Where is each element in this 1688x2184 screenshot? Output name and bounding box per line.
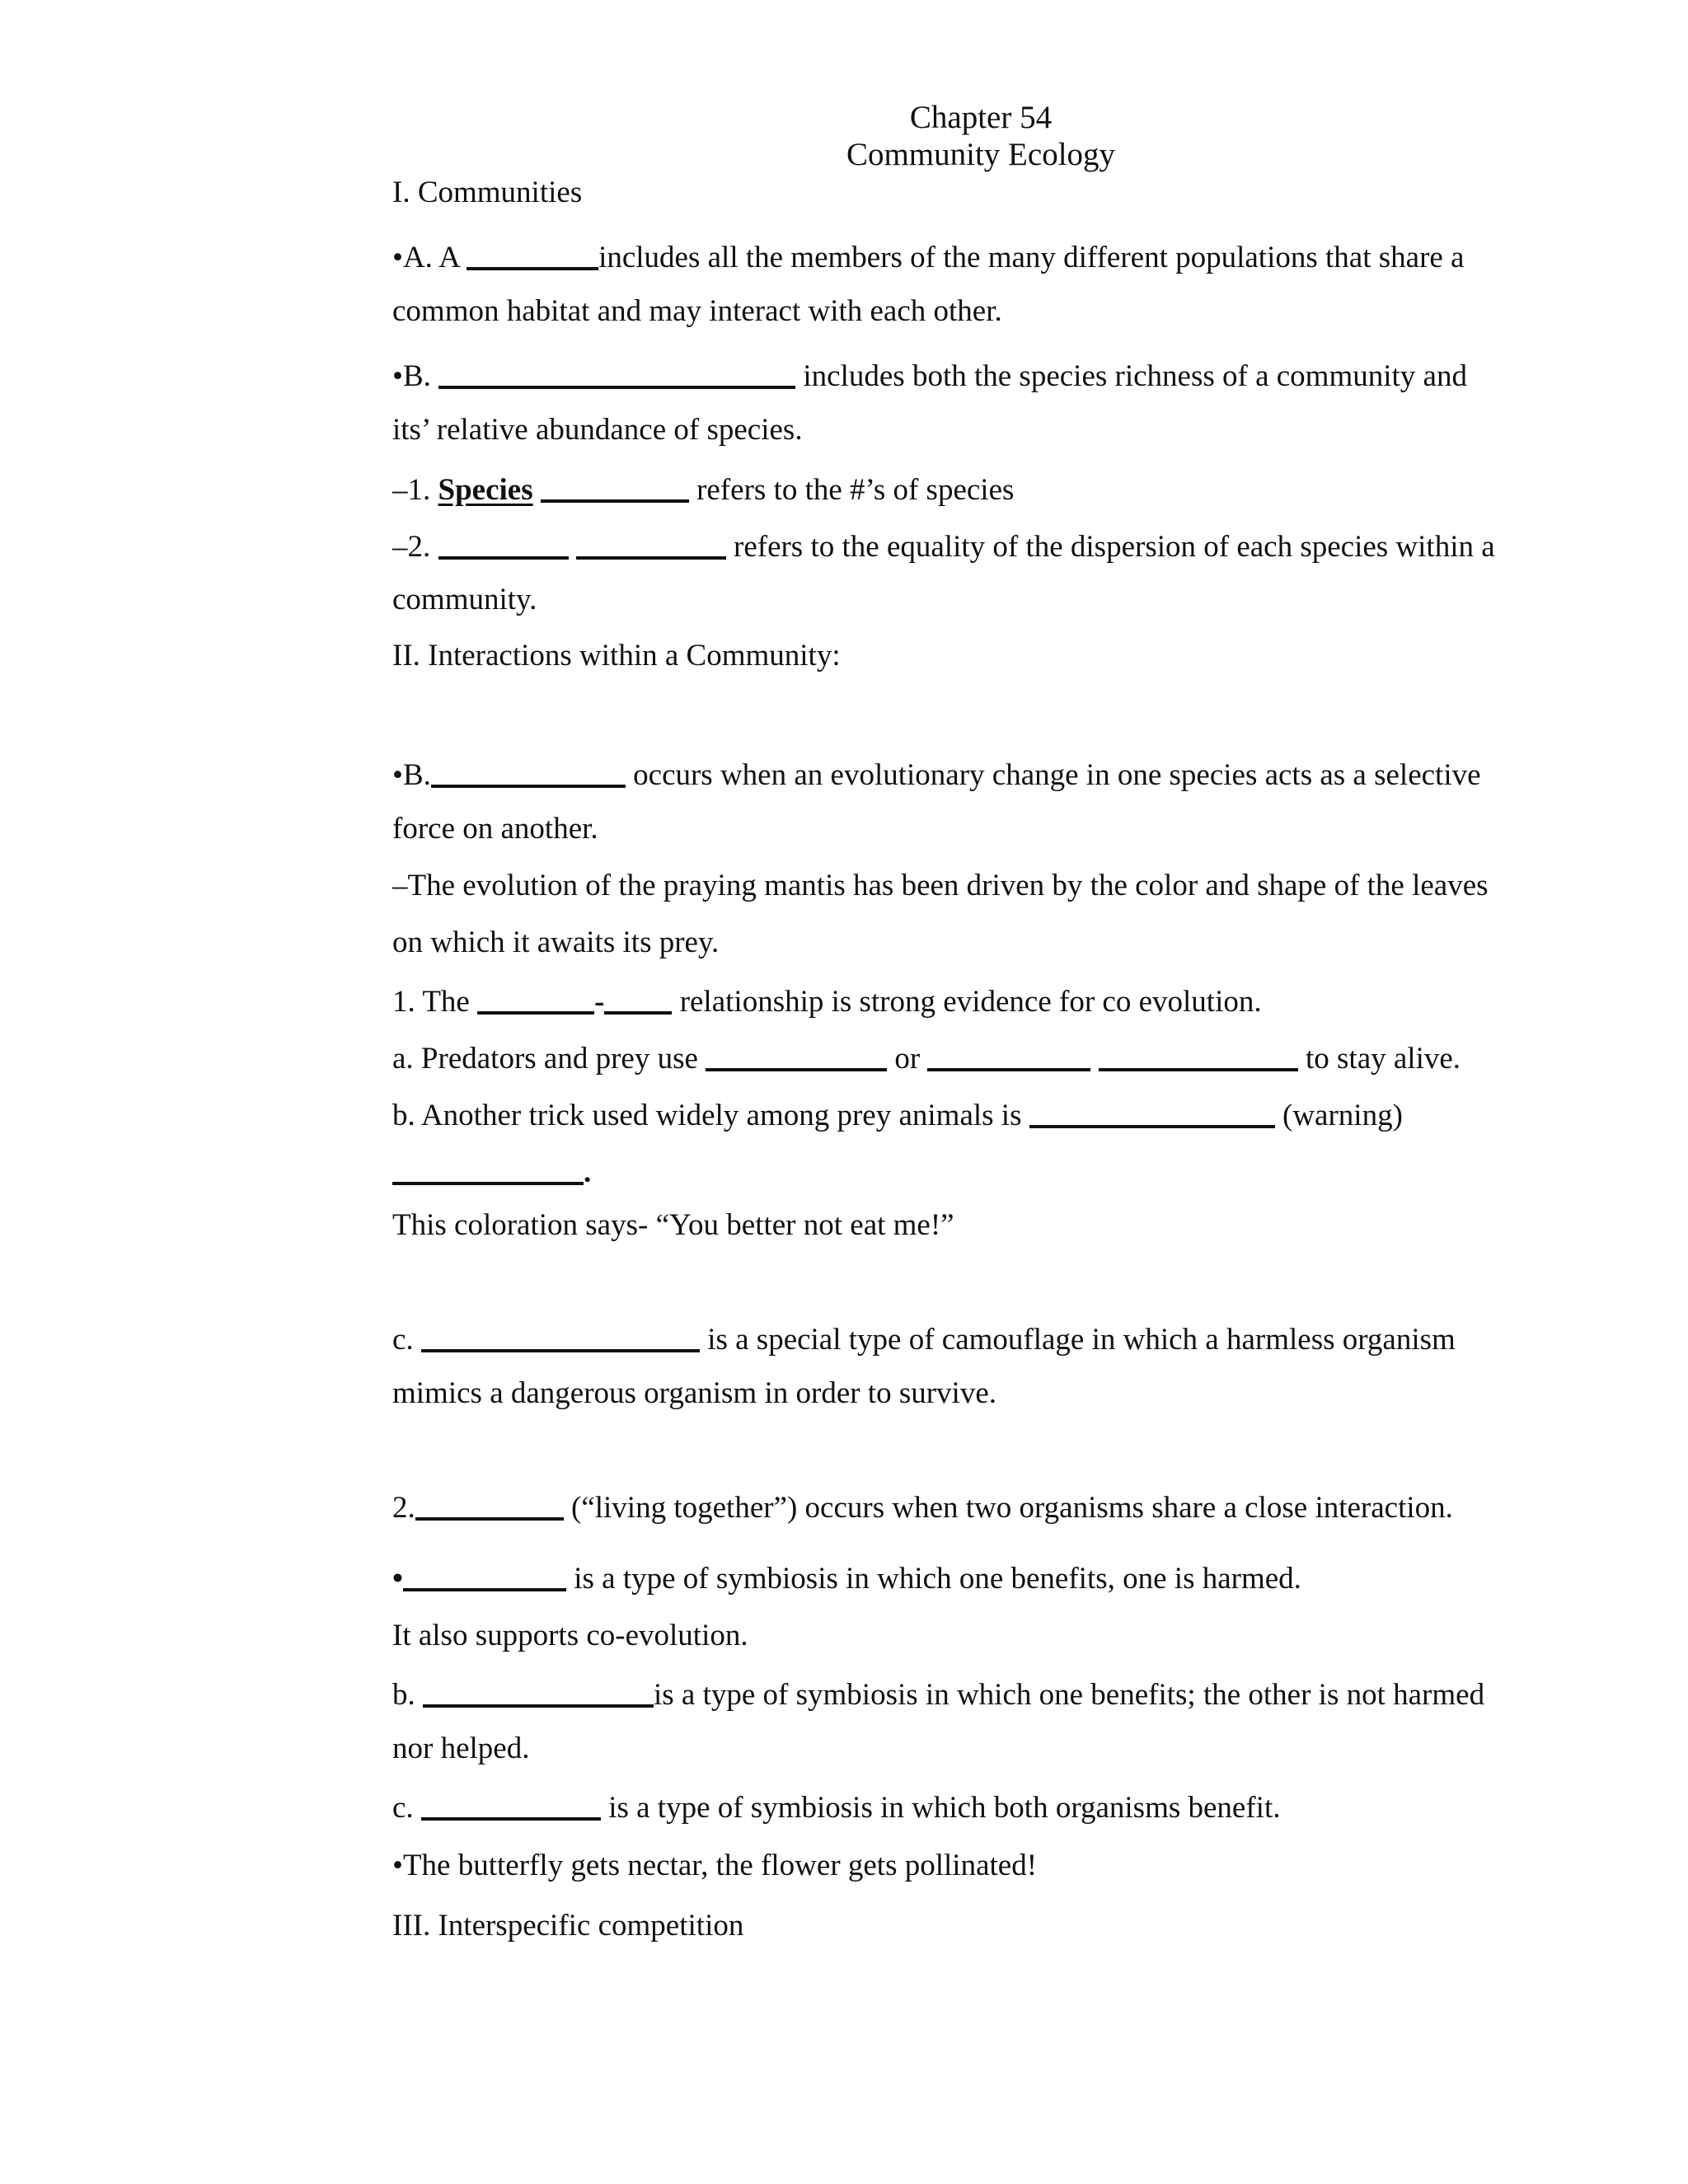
item-mutualism: c. is a type of symbiosis in which both organisms benefit. (392, 1787, 1281, 1826)
page-subtitle: Community Ecology (846, 137, 1116, 172)
item-mantis: –The evolution of the praying mantis has been driven by the color and shape of the leaves (392, 869, 1489, 902)
item-commensalism: b. is a type of symbiosis in which one benefits; the other is not harmed (392, 1674, 1484, 1713)
answer-blank-symbiosis[interactable] (415, 1487, 564, 1517)
item-warning-coloration-cont: . (392, 1151, 591, 1191)
answer-blank-predator[interactable] (477, 981, 594, 1011)
section-heading-interspecific: III. Interspecific competition (392, 1909, 744, 1943)
answer-blank-parasitism[interactable] (403, 1558, 566, 1588)
answer-blank-mutualism[interactable] (421, 1787, 601, 1817)
item-predator-prey: 1. The - relationship is strong evidence for co evolution. (392, 981, 1262, 1020)
item-relative-abundance: –2. refers to the equality of the dispersion of each species within a (392, 526, 1495, 565)
page-title: Chapter 54 (909, 100, 1053, 135)
answer-blank-coloration[interactable] (392, 1151, 584, 1182)
item-parasitism: • is a type of symbiosis in which one benefits, one is harmed. (392, 1558, 1301, 1597)
item-butterfly-example: •The butterfly gets nectar, the flower gets pollinated! (392, 1849, 1038, 1882)
answer-blank-abundance[interactable] (576, 526, 726, 556)
section-heading-interactions: II. Interactions within a Community: (392, 639, 841, 673)
item-predator-defense: a. Predators and prey use or to stay alive. (392, 1038, 1461, 1077)
item-parasitism-cont: It also supports co-evolution. (392, 1619, 748, 1652)
item-community-definition: •A. A includes all the members of the many different populations that share a (392, 237, 1464, 276)
item-symbiosis: 2. (“living together”) occurs when two organisms share a close interaction. (392, 1487, 1453, 1526)
answer-blank-coevolution[interactable] (431, 754, 626, 785)
answer-blank-defense-2[interactable] (927, 1038, 1090, 1068)
answer-blank-relative[interactable] (438, 526, 569, 556)
item-coevolution-cont: force on another. (392, 812, 598, 846)
answer-blank-prey[interactable] (604, 981, 672, 1011)
filled-answer-species: Species (438, 473, 533, 507)
item-coloration-quote: This coloration says- “You better not eat me!” (392, 1208, 954, 1242)
answer-blank-richness[interactable] (541, 469, 689, 499)
item-coevolution: •B. occurs when an evolutionary change in one species acts as a selective (392, 754, 1481, 794)
item-species-diversity: •B. includes both the species richness of a community and (392, 355, 1467, 395)
answer-blank-defense-3[interactable] (1099, 1038, 1298, 1068)
item-community-definition-cont: common habitat and may interact with each other. (392, 294, 1002, 328)
item-mantis-cont: on which it awaits its prey. (392, 926, 720, 959)
item-mimicry: c. is a special type of camouflage in which a harmless organism (392, 1319, 1456, 1358)
item-species-diversity-cont: its’ relative abundance of species. (392, 413, 803, 447)
answer-blank-aposematic[interactable] (1029, 1094, 1275, 1125)
answer-blank-commensalism[interactable] (423, 1674, 654, 1704)
item-commensalism-cont: nor helped. (392, 1732, 530, 1765)
answer-blank-species-diversity[interactable] (438, 355, 795, 386)
section-heading-communities: I. Communities (392, 176, 583, 209)
item-relative-abundance-cont: community. (392, 583, 537, 616)
answer-blank-defense-1[interactable] (706, 1038, 887, 1068)
item-species-richness: –1. Species refers to the #’s of species (392, 469, 1014, 509)
answer-blank-community[interactable] (467, 237, 598, 267)
item-mimicry-cont: mimics a dangerous organism in order to survive. (392, 1376, 997, 1410)
answer-blank-mimicry[interactable] (421, 1319, 700, 1349)
item-warning-coloration: b. Another trick used widely among prey animals is (warning) (392, 1094, 1403, 1134)
